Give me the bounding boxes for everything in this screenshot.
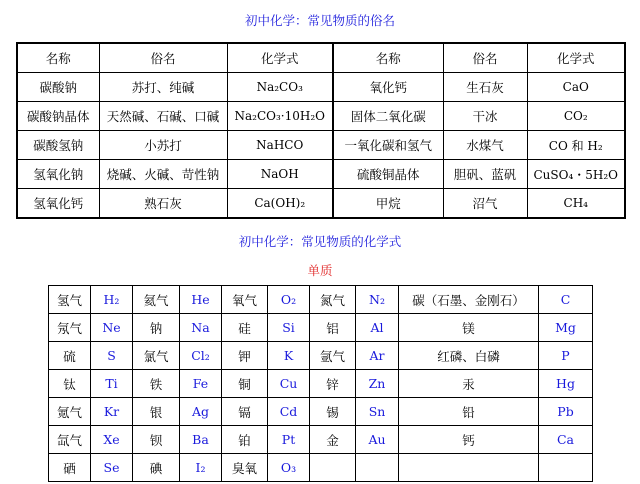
element-formula-cell: Ne [91, 314, 133, 342]
element-name-cell: 银 [133, 398, 180, 426]
page-title: 初中化学：常见物质的俗名 [244, 13, 395, 28]
table-cell: CO₂ [527, 102, 625, 131]
table-header-cell: 俗名 [99, 43, 227, 73]
element-formula-cell: He [180, 286, 222, 314]
element-formula-cell: Ar [356, 342, 399, 370]
table-cell: NaHCO [227, 131, 333, 160]
table-cell: 氢氧化钠 [17, 160, 99, 189]
table-header-row [17, 43, 625, 73]
table-cell: Na₂CO₃·10H₂O [227, 102, 333, 131]
element-name-cell: 氪气 [49, 398, 91, 426]
table-cell: 碳酸钠 [17, 73, 99, 102]
table-cell: 生石灰 [443, 73, 527, 102]
table-header-cell: 俗名 [443, 43, 527, 73]
table-row [49, 342, 593, 370]
table-cell: CH₄ [527, 189, 625, 219]
element-formula-cell: Sn [356, 398, 399, 426]
element-formula-cell: Au [356, 426, 399, 454]
element-name-cell: 氙气 [49, 426, 91, 454]
element-formula-cell: Ti [91, 370, 133, 398]
element-name-cell: 钠 [133, 314, 180, 342]
element-name-cell: 臭氧 [222, 454, 268, 482]
element-formula-cell: Pb [539, 398, 593, 426]
table-cell: 固体二氧化碳 [333, 102, 443, 131]
table-cell: 干冰 [443, 102, 527, 131]
element-name-cell: 碘 [133, 454, 180, 482]
element-formula-cell: Zn [356, 370, 399, 398]
table-header-cell: 化学式 [227, 43, 333, 73]
table-cell: 氢氧化钙 [17, 189, 99, 219]
table-row [49, 370, 593, 398]
table-cell: 一氧化碳和氢气 [333, 131, 443, 160]
table-cell: 甲烷 [333, 189, 443, 219]
element-name-cell: 钾 [222, 342, 268, 370]
table-cell: Na₂CO₃ [227, 73, 333, 102]
element-formula-cell: Cu [268, 370, 310, 398]
element-name-cell: 锌 [310, 370, 356, 398]
element-name-cell: 硅 [222, 314, 268, 342]
table-row [17, 189, 625, 219]
element-formula-cell: Fe [180, 370, 222, 398]
table-cell: 碳酸钠晶体 [17, 102, 99, 131]
element-name-cell: 铅 [399, 398, 539, 426]
table-cell: NaOH [227, 160, 333, 189]
element-formula-cell: Ag [180, 398, 222, 426]
element-formula-cell: Ba [180, 426, 222, 454]
element-formula-cell: Cl₂ [180, 342, 222, 370]
element-name-cell: 汞 [399, 370, 539, 398]
table-cell: 天然碱、石碱、口碱 [99, 102, 227, 131]
element-formula-cell: P [539, 342, 593, 370]
element-name-cell: 镁 [399, 314, 539, 342]
element-formula-cell: H₂ [91, 286, 133, 314]
element-name-cell: 硫 [49, 342, 91, 370]
element-name-cell [310, 454, 356, 482]
element-name-cell: 氦气 [133, 286, 180, 314]
element-formula-cell: Se [91, 454, 133, 482]
element-formula-cell [356, 454, 399, 482]
table-cell: 水煤气 [443, 131, 527, 160]
table-cell: 小苏打 [99, 131, 227, 160]
element-name-cell: 铁 [133, 370, 180, 398]
element-name-cell: 铂 [222, 426, 268, 454]
element-name-cell: 氢气 [49, 286, 91, 314]
table-row [49, 314, 593, 342]
element-formula-cell: Xe [91, 426, 133, 454]
element-name-cell: 钡 [133, 426, 180, 454]
element-name-cell: 硒 [49, 454, 91, 482]
table-cell: CuSO₄・5H₂O [527, 160, 625, 189]
table-row [17, 131, 625, 160]
element-name-cell: 锡 [310, 398, 356, 426]
element-formula-cell: Hg [539, 370, 593, 398]
element-name-cell: 氧气 [222, 286, 268, 314]
table-cell: 烧碱、火碱、苛性钠 [99, 160, 227, 189]
table-cell: 沼气 [443, 189, 527, 219]
element-formula-cell: Ca [539, 426, 593, 454]
element-formula-cell: Kr [91, 398, 133, 426]
element-formula-cell: O₂ [268, 286, 310, 314]
table-row [17, 102, 625, 131]
table-row [17, 73, 625, 102]
element-name-cell: 铝 [310, 314, 356, 342]
table-header-cell: 化学式 [527, 43, 625, 73]
element-formula-cell: S [91, 342, 133, 370]
element-formula-cell: Si [268, 314, 310, 342]
table-row [49, 454, 593, 482]
table-row [49, 286, 593, 314]
element-name-cell: 铜 [222, 370, 268, 398]
element-formula-cell: Al [356, 314, 399, 342]
element-name-cell: 红磷、白磷 [399, 342, 539, 370]
element-formula-cell: Mg [539, 314, 593, 342]
element-formula-cell: Na [180, 314, 222, 342]
element-formula-cell: C [539, 286, 593, 314]
element-formula-cell: Cd [268, 398, 310, 426]
table-cell: 氧化钙 [333, 73, 443, 102]
table-cell: CaO [527, 73, 625, 102]
element-name-cell [399, 454, 539, 482]
table-cell: 碳酸氢钠 [17, 131, 99, 160]
element-formula-cell: N₂ [356, 286, 399, 314]
table-header-cell: 名称 [333, 43, 443, 73]
section-title: 初中化学：常见物质的化学式 [238, 234, 402, 249]
table-row [17, 160, 625, 189]
table-cell: 胆矾、蓝矾 [443, 160, 527, 189]
table-cell: 苏打、纯碱 [99, 73, 227, 102]
element-name-cell: 钙 [399, 426, 539, 454]
element-name-cell: 镉 [222, 398, 268, 426]
element-name-cell: 氯气 [133, 342, 180, 370]
element-formula-cell: Pt [268, 426, 310, 454]
element-name-cell: 钛 [49, 370, 91, 398]
element-name-cell: 氖气 [49, 314, 91, 342]
element-formula-cell: K [268, 342, 310, 370]
element-formula-cell [539, 454, 593, 482]
table-row [49, 426, 593, 454]
section-subtitle: 单质 [307, 263, 333, 278]
element-formula-cell: O₃ [268, 454, 310, 482]
element-name-cell: 金 [310, 426, 356, 454]
table-cell: 熟石灰 [99, 189, 227, 219]
element-name-cell: 氮气 [310, 286, 356, 314]
table-header-cell: 名称 [17, 43, 99, 73]
element-name-cell: 氩气 [310, 342, 356, 370]
elements-table [48, 285, 593, 482]
table-cell: CO 和 H₂ [527, 131, 625, 160]
element-formula-cell: I₂ [180, 454, 222, 482]
table-cell: Ca(OH)₂ [227, 189, 333, 219]
table-cell: 硫酸铜晶体 [333, 160, 443, 189]
element-name-cell: 碳（石墨、金刚石） [399, 286, 539, 314]
table-row [49, 398, 593, 426]
common-names-table [16, 42, 626, 219]
